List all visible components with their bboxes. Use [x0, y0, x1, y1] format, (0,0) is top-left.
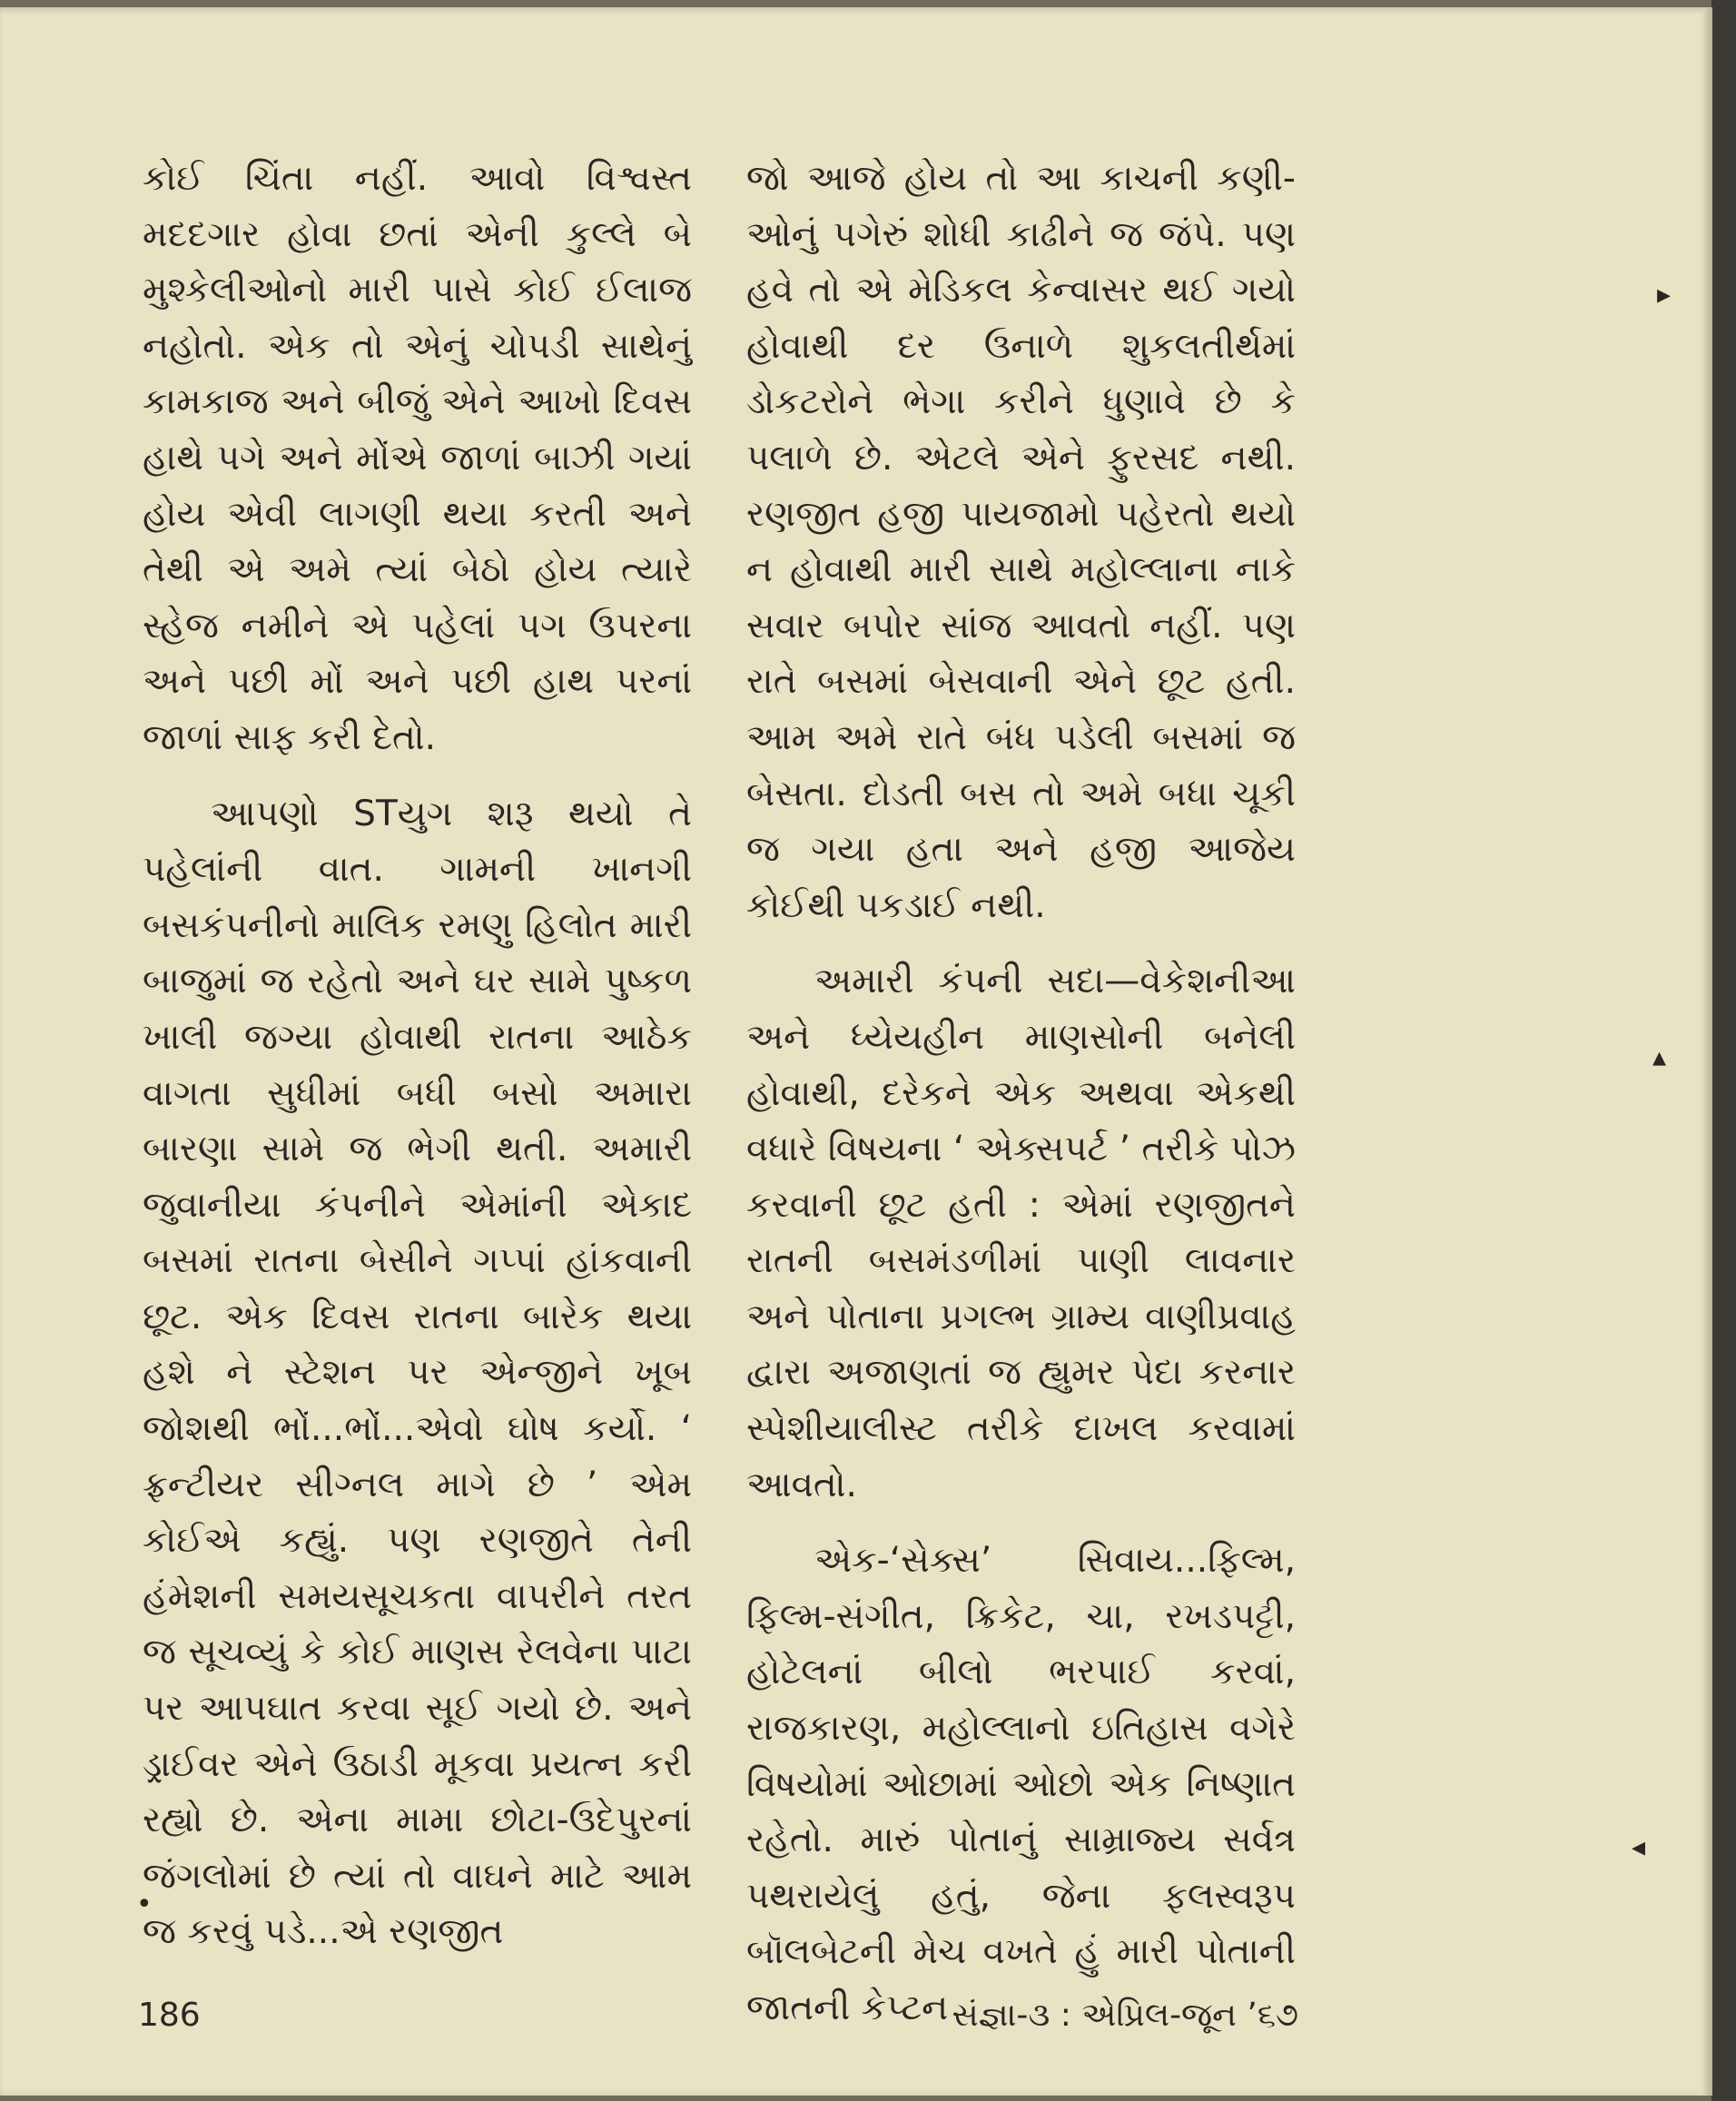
margin-arrow-mark: ◂: [1632, 1831, 1646, 1863]
book-page: [0, 7, 1712, 2096]
right-paragraph-3: એક-‘સેક્સ’ સિવાય...ફિલ્મ, ફિલ્મ-સંગીત, ક્રિકેટ, ચા, રખડપટ્ટી, હોટેલનાં બીલો ભરપાઈ કરવાં, રાજકારણ, મહોલ્લાનો ઇતિહાસ વગેરે વિષયોમાં ઓછામાં ઓછો એક નિષ્ણાત રહેતો. મારું પોતાનું સામ્રાજ્ય સર્વત્ર પથરાયેલું હતું, જેના ફલસ્વરૂપ બૉલબેટની મેચ વખતે હું મારી પોતાની જાતની કેપ્ટન: [746, 1540, 1296, 2028]
left-paragraph-2: આપણો STયુગ શરૂ થયો તે પહેલાંની વાત. ગામની ખાનગી બસકંપનીનો માલિક રમણુ હિલોત મારી બાજુમાં જ રહેતો અને ઘર સામે પુષ્કળ ખાલી જગ્યા હોવાથી રાતના આઠેક વાગતા સુધીમાં બધી બસો અમારા બારણા સામે જ ભેગી થતી. અમારી જુવાનીયા કંપનીને એમાંની એકાદ બસમાં રાતના બેસીને ગપ્પાં હાંકવાની છૂટ. એક દિવસ રાતના બારેક થયા હશે ને સ્ટેશન પર એન્જીને ખૂબ જોશથી ભોં...ભોં...એવો ઘોષ કર્યો. ‘ ફ્રન્ટીયર સીગ્નલ માગે છે ’ એમ કોઈએ કહ્યું. પણ રણજીતે તેની હંમેશની સમયસૂચકતા વાપરીને તરત જ સૂચવ્યું કે કોઈ માણસ રેલવેના પાટા પર આપઘાત કરવા સૂઈ ગયો છે. અને ડ્રાઈવર એને ઉઠાડી મૂકવા પ્રયત્ન કરી રહ્યો છે. એના મામા છોટા-ઉદેપુરનાં જંગલોમાં છે ત્યાં તો વાઘને માટે આમ જ કરવું પડે...એ રણજીત: [143, 793, 692, 1953]
page-number: 186: [138, 1997, 201, 2034]
left-column: [143, 151, 692, 1960]
right-column: [746, 151, 1296, 2037]
right-paragraph-2: અમારી કંપની સદા—વેકેશનીઆ અને ધ્યેયહીન માણસોની બનેલી હોવાથી, દરેકને એક અથવા એકથી વધારે વિષયના ‘ એક્સપર્ટ ’ તરીકે પોઝ કરવાની છૂટ હતી : એમાં રણજીતને રાતની બસમંડળીમાં પાણી લાવનાર અને પોતાના પ્રગલ્ભ ગ્રામ્ય વાણીપ્રવાહ દ્વારા અજાણતાં જ હ્યુમર પેદા કરનાર સ્પેશીયાલીસ્ટ તરીકે દાખલ કરવામાં આવતો.: [746, 961, 1296, 1505]
margin-arrow-mark: ▴: [1652, 1041, 1667, 1073]
page-backdrop: [1711, 0, 1736, 2101]
page-edge: [1703, 7, 1712, 2096]
left-paragraph-1: કોઈ ચિંતા નહીં. આવો વિશ્વસ્ત મદદગાર હોવા છતાં એની કુલ્લે બે મુશ્કેલીઓનો મારી પાસે કોઈ ઈલાજ નહોતો. એક તો એનું ચોપડી સાથેનું કામકાજ અને બીજું એને આખો દિવસ હાથે પગે અને મોંએ જાળાં બાઝી ગયાં હોય એવી લાગણી થયા કરતી અને તેથી એ અમે ત્યાં બેઠો હોય ત્યારે સ્હેજ નમીને એ પહેલાં પગ ઉપરના અને પછી મોં અને પછી હાથ પરનાં જાળાં સાફ કરી દેતો.: [143, 158, 692, 758]
right-paragraph-1: જો આજે હોય તો આ કાચની કણી-ઓનું પગેરું શોધી કાઢીને જ જંપે. પણ હવે તો એ મેડિકલ કેન્વાસર થઈ ગયો હોવાથી દર ઉનાળે શુકલતીર્થમાં ડોકટરોને ભેગા કરીને ધુણાવે છે કે પલાળે છે. એટલે એને ફુરસદ નથી. રણજીત હજી પાયજામો પહેરતો થયો ન હોવાથી મારી સાથે મહોલ્લાના નાકે સવાર બપોર સાંજ આવતો નહીં. પણ રાતે બસમાં બેસવાની એને છૂટ હતી. આમ અમે રાતે બંધ પડેલી બસમાં જ બેસતા. દોડતી બસ તો અમે બધા ચૂકી જ ગયા હતા અને હજી આજેય કોઈથી પકડાઈ નથી.: [746, 158, 1296, 926]
margin-dot-mark: •: [136, 1889, 153, 1920]
margin-tick-mark: ▸: [1657, 279, 1672, 311]
journal-footer: સંજ્ઞા-૩ : એપ્રિલ-જૂન ’૬૭: [952, 1997, 1298, 2034]
